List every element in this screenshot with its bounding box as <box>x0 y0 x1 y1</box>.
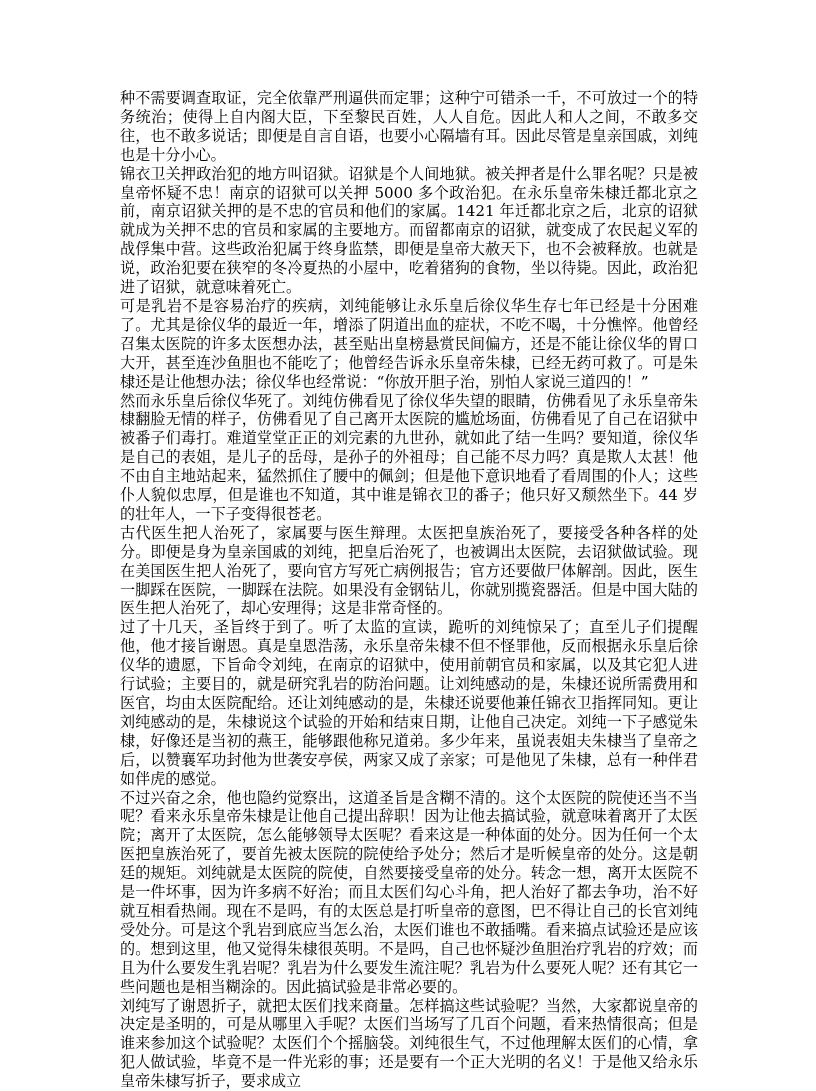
paragraph-imperial-edict: 过了十几天，圣旨终于到了。听了太监的宣读，跪听的刘纯惊呆了；直至儿子们提醒他，他才接旨谢恩。真是皇恩浩荡，永乐皇帝朱棣不但不怪罪他，反而根据永乐皇后徐仪华的遗愿，下旨命令刘纯，在南京的诏狱中，使用前朝官员和家属，以及其它犯人进行试验；主要目的，就是研究乳岩的防治问题。让刘纯感动的是，朱棣还说所需费用和医官，均由太医院配给。还让刘纯感动的是，朱棣还说要他兼任锦衣卫指挥同知。更让刘纯感动的是，朱棣说这个试验的开始和结束日期，让他自己决定。刘纯一下子感觉朱棣，好像还是当初的燕王，能够跟他称兄道弟。多少年来，虽说表姐夫朱棣当了皇帝之后，以赞襄军功封他为世袭安亭侯，两家又成了亲家；可是他见了朱棣，总有一种伴君如伴虎的感觉。 <box>120 618 698 788</box>
paragraph-empress-death: 然而永乐皇后徐仪华死了。刘纯仿佛看见了徐仪华失望的眼睛，仿佛看见了永乐皇帝朱棣翻脸无情的样子，仿佛看见了自己离开太医院的尴尬场面，仿佛看见了自己在诏狱中被番子们毒打。难道堂堂正正的刘完素的九世孙，就如此了结一生吗？要知道，徐仪华是自己的表姐，是儿子的岳母，是孙子的外祖母；自己能不尽力吗？真是欺人太甚！他不由自主地站起来，猛然抓住了腰中的佩剑；但是他下意识地看了看周围的仆人；这些仆人貌似忠厚，但是谁也不知道，其中谁是锦衣卫的番子；他只好又颓然坐下。44 岁的壮年人，一下子变得很苍老。 <box>120 392 698 524</box>
paragraph-ambiguous-edict: 不过兴奋之余，他也隐约觉察出，这道圣旨是含糊不清的。这个太医院的院使还当不当呢？看来永乐皇帝朱棣是让他自己提出辞职！因为让他去搞试验，就意味着离开了太医院；离开了太医院，怎么能够领导太医呢？看来这是一种体面的处分。因为任何一个太医把皇族治死了，要首先被太医院的院使给予处分；然后才是听候皇帝的处分。这是朝廷的规矩。刘纯就是太医院的院使，自然要接受皇帝的处分。转念一想，离开太医院不是一件坏事，因为许多病不好治；而且太医们勾心斗角，把人治好了都去争功，治不好就互相看热闹。现在不是吗，有的太医总是打听皇帝的意图，巴不得让自己的长官刘纯受处分。可是这个乳岩到底应当怎么治，太医们谁也不敢插嘴。看来搞点试验还是应该的。想到这里，他又觉得朱棣很英明。不是吗，自己也怀疑沙鱼胆治疗乳岩的疗效；而且为什么要发生乳岩呢？乳岩为什么要发生流注呢？乳岩为什么要死人呢？还有其它一些问题也是相当糊涂的。因此搞试验是非常必要的。 <box>120 789 698 997</box>
paragraph-breast-cancer-treatment: 可是乳岩不是容易治疗的疾病，刘纯能够让永乐皇后徐仪华生存七年已经是十分困难了。尤其是徐仪华的最近一年，增添了阴道出血的症状，不吃不喝，十分憔悴。他曾经召集太医院的许多太医想办法，甚至贴出皇榜悬赏民间偏方，还是不能让徐仪华的胃口大开，甚至连沙鱼胆也不能吃了；他曾经告诉永乐皇帝朱棣，已经无药可救了。可是朱棣还是让他想办法；徐仪华也经常说：“你放开胆子治，别怕人家说三道四的！” <box>120 297 698 392</box>
paragraph-imperial-prison: 锦衣卫关押政治犯的地方叫诏狱。诏狱是个人间地狱。被关押者是什么罪名呢？只是被皇帝怀疑不忠！南京的诏狱可以关押 5000 多个政治犯。在永乐皇帝朱棣迁都北京之前，南京诏狱关押的是不忠的官员和他们的家属。1421 年迁都北京之后，北京的诏狱就成为关押不忠的官员和家属的主要地方。而留都南京的诏狱，就变成了农民起义军的战俘集中营。这些政治犯属于终身监禁，即便是皇帝大赦天下，也不会被释放。也就是说，政治犯要在狭窄的冬冷夏热的小屋中，吃着猪狗的食物，坐以待毙。因此，政治犯进了诏狱，就意味着死亡。 <box>120 165 698 297</box>
document-page <box>120 89 698 1091</box>
paragraph-ancient-doctors: 古代医生把人治死了，家属要与医生辩理。太医把皇族治死了，要接受各种各样的处分。即便是身为皇亲国戚的刘纯，把皇后治死了，也被调出太医院，去诏狱做试验。现在美国医生把人治死了，要向官方写死亡病例报告；官方还要做尸体解剖。因此，医生一脚踩在医院，一脚踩在法院。如果没有金钢钻儿，你就别揽瓷器活。但是中国大陆的医生把人治死了，却心安理得；这是非常奇怪的。 <box>120 524 698 619</box>
paragraph-thank-you-memorial: 刘纯写了谢恩折子，就把太医们找来商量。怎样搞这些试验呢？当然，大家都说皇帝的决定是圣明的，可是从哪里入手呢？太医们当场写了几百个问题，看来热情很高；但是谁来参加这个试验呢？太医们个个摇脑袋。刘纯很生气，不过他理解太医们的心情，拿犯人做试验，毕竟不是一件光彩的事；还是要有一个正大光明的名义！于是他又给永乐皇帝朱棣写折子，要求成立 <box>120 997 698 1091</box>
paragraph-special-agent-rule: 种不需要调查取证，完全依靠严刑逼供而定罪；这种宁可错杀一千，不可放过一个的特务统治；使得上自内阁大臣，下至黎民百姓，人人自危。因此人和人之间，不敢多交往，也不敢多说话；即便是自言自语，也要小心隔墙有耳。因此尽管是皇亲国戚，刘纯也是十分小心。 <box>120 89 698 165</box>
